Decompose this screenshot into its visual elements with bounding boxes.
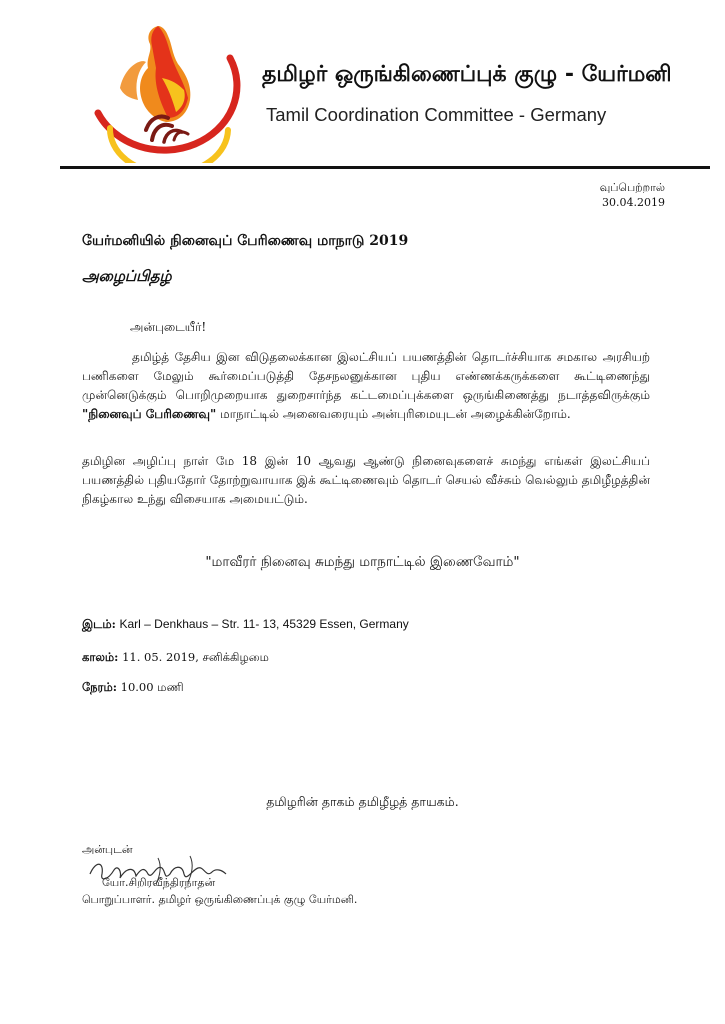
signatory-title: பொறுப்பாளர். தமிழர் ஒருங்கிணைப்புக் குழு யேர்மனி. <box>82 893 358 906</box>
org-name-tamil: தமிழர் ஒருங்கிணைப்புக் குழு - யேர்மனி <box>262 62 672 87</box>
paragraph-invitation-end: மாநாட்டில் அனைவரையும் அன்புரிமையுடன் அழைக்கின்றோம். <box>216 407 571 421</box>
signatory-name: யோ.சிறிரவீந்திரநாதன் <box>102 876 216 889</box>
date-label: வுப்பெற்றால் <box>599 181 665 194</box>
event-date-label: காலம்: <box>82 650 119 664</box>
letter-title: யேர்மனியில் நினைவுப் பேரிணைவு மாநாடு 2019 <box>82 233 409 249</box>
closing-motto: தமிழரின் தாகம் தமிழீழத் தாயகம். <box>266 794 459 809</box>
place-label: இடம்: <box>82 617 116 631</box>
greeting: அன்புடையீர்! <box>130 320 207 334</box>
letter-date: 30.04.2019 <box>602 196 665 209</box>
event-date <box>82 650 269 666</box>
org-name-english: Tamil Coordination Committee - Germany <box>266 104 607 125</box>
letter-subtitle: அழைப்பிதழ் <box>82 267 172 285</box>
event-date-value: 11. 05. 2019, சனிக்கிழமை <box>122 650 269 664</box>
header-divider <box>60 166 710 169</box>
event-place <box>82 617 409 633</box>
slogan: "மாவீரர் நினைவு சுமந்து மாநாட்டில் இணைவோம்" <box>205 554 520 570</box>
event-time-label: நேரம்: <box>82 680 117 694</box>
place-value: Karl – Denkhaus – Str. 11- 13, 45329 Essen, Germany <box>119 617 409 631</box>
paragraph-remembrance: தமிழின அழிப்பு நாள் மே 18 இன் 10 ஆவது ஆண்டு நினைவுகளைச் சுமந்து எங்கள் இலட்சியப் பயணத்தில் புதியதோர் தோற்றுவாயாக இக் கூட்டிணைவும் தொடர் செயல் வீச்சும் வெல்லும் தமிழீழத்தின் நிகழ்கால உந்து விசையாக அமையட்டும். <box>82 454 650 506</box>
paragraph-invitation-start: தமிழ்த் தேசிய இன விடுதலைக்கான இலட்சியப் பயணத்தின் தொடர்ச்சியாக சமகால அரசியற் பணிகளை மேலும் கூர்மைப்படுத்தி தேசநலனுக்கான புதிய எண்ணக்கருக்களை கூட்டிணைந்து முன்னெடுக்கும் பொறிமுறையாக துறைசார்ந்த கட்டமைப்புக்களை ஒருங்கிணைத்து நடாத்தவிருக்கும் <box>82 350 650 402</box>
event-time <box>82 680 184 696</box>
event-time-value: 10.00 மணி <box>120 680 184 694</box>
paragraph-invitation <box>82 348 650 424</box>
closing-yours: அன்புடன் <box>82 843 133 856</box>
conference-name: "நினைவுப் பேரிணைவு" <box>82 407 217 421</box>
tamil-eelam-map-logo-icon <box>80 18 245 163</box>
